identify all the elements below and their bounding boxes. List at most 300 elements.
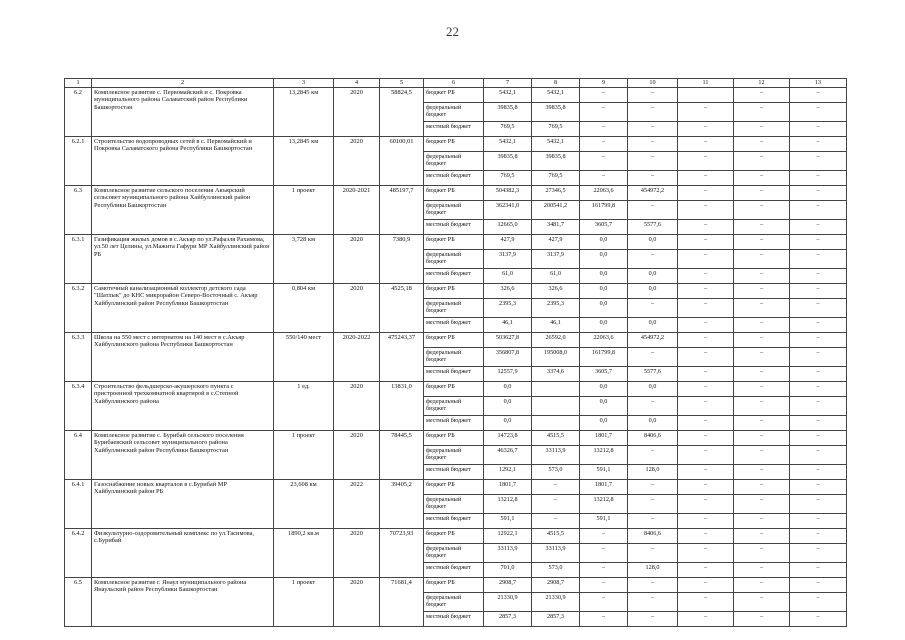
amount-value: –	[816, 383, 820, 390]
funding-source: бюджет РБ	[426, 138, 455, 145]
amount-value: –	[790, 152, 846, 171]
amount-value: 0,0	[648, 383, 657, 390]
program-table	[64, 78, 847, 627]
amount-value: –	[703, 285, 708, 292]
amount-value: 21330,9	[532, 593, 579, 612]
item-number: 6.4.1	[65, 480, 92, 529]
amount-value: 0,0	[599, 285, 608, 292]
funding-source: местный бюджет	[424, 465, 483, 480]
amount-cell	[628, 88, 678, 137]
item-name: Самотечный канализационный коллектор детского сада "Шатлык" до КНС микрорайон Северо-Восточный с. Акъяр Хайбуллинский район Республики Башкортостан	[92, 284, 274, 333]
item-quantity: 1 проект	[274, 431, 334, 480]
amount-cell	[734, 529, 790, 578]
amount-value: –	[816, 481, 820, 488]
amount-value: 4515,5	[546, 530, 564, 537]
amount-value: 0,0	[580, 397, 627, 416]
amount-value: 5432,1	[498, 138, 516, 145]
amount-value: –	[790, 446, 846, 465]
amount-value: –	[628, 514, 677, 529]
amount-value: 0,0	[628, 318, 677, 333]
item-number: 6.4	[65, 431, 92, 480]
amount-value: –	[703, 138, 708, 145]
amount-value: 0,0	[648, 236, 657, 243]
amount-value: –	[734, 416, 789, 431]
amount-value: 3137,9	[532, 250, 579, 269]
amount-value: 27346,5	[545, 187, 566, 194]
amount-cell	[790, 382, 847, 431]
amount-value: 0,0	[599, 236, 608, 243]
amount-value: –	[816, 236, 820, 243]
amount-value: –	[790, 495, 846, 514]
amount-cell	[734, 480, 790, 529]
amount-cell	[734, 137, 790, 186]
amount-cell	[532, 333, 580, 382]
amount-value: –	[759, 138, 764, 145]
amount-cell	[532, 235, 580, 284]
amount-value: 14723,8	[497, 432, 518, 439]
amount-cell	[790, 578, 847, 627]
amount-value: –	[703, 432, 708, 439]
amount-value	[532, 416, 579, 431]
item-name: Комплексное развитие сельского поселения Акъярский сельсовет муниципального района Хайбуллинский район Республики Башкортостан	[92, 186, 274, 235]
amount-value: –	[816, 285, 820, 292]
table-row	[65, 137, 847, 186]
amount-value: –	[678, 220, 733, 235]
amount-value: 39835,8	[484, 152, 531, 171]
item-number: 6.3.2	[65, 284, 92, 333]
amount-value: 26592,0	[545, 334, 566, 341]
funding-source: федеральный бюджет	[424, 446, 483, 465]
amount-value: –	[678, 269, 733, 284]
amount-cell	[484, 480, 532, 529]
amount-value: –	[734, 269, 789, 284]
table-row	[65, 186, 847, 235]
amount-value: 195008,0	[532, 348, 579, 367]
amount-cell	[580, 382, 628, 431]
item-name: Физкультурно-оздоровительный комплекс по ул.Тасимова, с.Бурибай	[92, 529, 274, 578]
amount-value: –	[703, 187, 708, 194]
amount-value: 46326,7	[484, 446, 531, 465]
amount-value: –	[678, 612, 733, 627]
amount-value: 769,5	[484, 171, 531, 186]
amount-value: 22063,6	[593, 187, 614, 194]
amount-cell	[484, 235, 532, 284]
amount-value: 0,0	[599, 383, 608, 390]
amount-value: –	[601, 579, 606, 586]
amount-cell	[790, 480, 847, 529]
amount-value: 2395,3	[532, 299, 579, 318]
funding-source: бюджет РБ	[426, 530, 455, 537]
amount-value: 200541,2	[532, 201, 579, 220]
amount-value: 39835,8	[532, 103, 579, 122]
amount-cell	[484, 137, 532, 186]
amount-value: –	[580, 171, 627, 186]
item-year: 2020	[334, 529, 380, 578]
item-quantity: 1 ед.	[274, 382, 334, 431]
funding-source: бюджет РБ	[426, 236, 455, 243]
amount-value: 33113,9	[532, 544, 579, 563]
funding-source: федеральный бюджет	[424, 544, 483, 563]
funding-source-cell	[424, 480, 484, 529]
amount-value: 573,0	[532, 465, 579, 480]
column-number-cell: 11	[678, 79, 734, 88]
amount-value: 1801,7	[498, 481, 516, 488]
item-number: 6.2	[65, 88, 92, 137]
amount-cell	[790, 235, 847, 284]
amount-cell	[628, 480, 678, 529]
amount-value: –	[790, 465, 846, 480]
item-quantity: 1 проект	[274, 186, 334, 235]
amount-value: –	[790, 514, 846, 529]
amount-value: –	[628, 397, 677, 416]
item-year: 2020	[334, 382, 380, 431]
item-cost: 60100,01	[380, 137, 424, 186]
amount-cell	[790, 186, 847, 235]
amount-value: –	[678, 171, 733, 186]
amount-cell	[734, 382, 790, 431]
table-row	[65, 284, 847, 333]
amount-value: 326,6	[500, 285, 515, 292]
amount-cell	[734, 284, 790, 333]
amount-value: –	[734, 514, 789, 529]
page-number: 22	[446, 24, 459, 39]
amount-value: –	[734, 122, 789, 137]
amount-value: 12665,0	[484, 220, 531, 235]
item-cost: 78445,5	[380, 431, 424, 480]
amount-cell	[790, 431, 847, 480]
amount-value: –	[553, 481, 558, 488]
amount-value: –	[759, 334, 764, 341]
amount-value: 1292,1	[484, 465, 531, 480]
item-cost: 4525,18	[380, 284, 424, 333]
funding-source: местный бюджет	[424, 122, 483, 137]
item-number: 6.5	[65, 578, 92, 627]
funding-source: бюджет РБ	[426, 285, 455, 292]
item-year: 2020-2022	[334, 333, 380, 382]
amount-value: –	[678, 299, 733, 318]
column-number-cell: 3	[274, 79, 334, 88]
amount-value	[532, 382, 579, 397]
amount-cell	[532, 578, 580, 627]
amount-cell	[628, 578, 678, 627]
amount-value: 0,0	[580, 318, 627, 333]
column-number-cell: 12	[734, 79, 790, 88]
funding-source: федеральный бюджет	[424, 201, 483, 220]
amount-value	[532, 397, 579, 416]
amount-cell	[734, 186, 790, 235]
funding-source-cell	[424, 284, 484, 333]
amount-cell	[580, 186, 628, 235]
amount-value: 2395,3	[484, 299, 531, 318]
amount-value: –	[703, 481, 708, 488]
funding-source-cell	[424, 333, 484, 382]
item-year: 2020-2021	[334, 186, 380, 235]
amount-value: –	[734, 318, 789, 333]
amount-cell	[484, 284, 532, 333]
funding-source-cell	[424, 382, 484, 431]
amount-value: –	[678, 152, 733, 171]
funding-source: федеральный бюджет	[424, 495, 483, 514]
amount-value: –	[580, 122, 627, 137]
amount-value: –	[678, 593, 733, 612]
table-row	[65, 578, 847, 627]
item-quantity: 13,2845 км	[274, 137, 334, 186]
amount-value: 12557,9	[484, 367, 531, 382]
amount-value: –	[703, 530, 708, 537]
amount-value: –	[650, 579, 655, 586]
amount-value: –	[734, 367, 789, 382]
amount-cell	[790, 88, 847, 137]
table-row	[65, 431, 847, 480]
amount-value: 0,0	[580, 250, 627, 269]
amount-cell	[580, 578, 628, 627]
item-quantity: 13,2845 км	[274, 88, 334, 137]
amount-value: –	[734, 495, 789, 514]
amount-value: –	[759, 285, 764, 292]
amount-value: –	[678, 201, 733, 220]
amount-value: 0,0	[484, 416, 531, 431]
amount-cell	[532, 431, 580, 480]
amount-value: –	[601, 530, 606, 537]
amount-cell	[678, 186, 734, 235]
amount-value: –	[790, 367, 846, 382]
funding-source: местный бюджет	[424, 416, 483, 431]
amount-value: –	[759, 432, 764, 439]
amount-value: 427,9	[500, 236, 515, 243]
amount-value: 769,5	[532, 171, 579, 186]
amount-value: –	[816, 89, 820, 96]
amount-value: 128,0	[628, 563, 677, 578]
item-cost: 71681,4	[380, 578, 424, 627]
column-number-cell: 6	[424, 79, 484, 88]
amount-value: –	[790, 122, 846, 137]
amount-value: –	[759, 530, 764, 537]
funding-source: местный бюджет	[424, 220, 483, 235]
amount-value: –	[734, 220, 789, 235]
amount-value: –	[678, 397, 733, 416]
item-year: 2020	[334, 88, 380, 137]
amount-value: –	[628, 446, 677, 465]
amount-value: –	[678, 318, 733, 333]
item-name: Строительство водопроводных сетей в с. Первомайский и Покровка Салаватского района Республики Башкортостан	[92, 137, 274, 186]
amount-value: 161799,8	[580, 201, 627, 220]
amount-value: –	[790, 201, 846, 220]
amount-cell	[580, 333, 628, 382]
item-name: Газоснабжение новых кварталов в с.Бурибай МР Хайбуллинский район РБ	[92, 480, 274, 529]
funding-source: местный бюджет	[424, 171, 483, 186]
item-quantity: 23,608 км	[274, 480, 334, 529]
amount-value: –	[790, 299, 846, 318]
amount-cell	[790, 333, 847, 382]
amount-value: –	[678, 446, 733, 465]
amount-value: –	[678, 250, 733, 269]
amount-value: –	[628, 612, 677, 627]
item-quantity: 1 проект	[274, 578, 334, 627]
amount-cell	[628, 431, 678, 480]
funding-source-cell	[424, 529, 484, 578]
amount-value: –	[816, 334, 820, 341]
amount-value: 0,0	[580, 416, 627, 431]
column-number-cell: 7	[484, 79, 532, 88]
amount-value: 61,0	[532, 269, 579, 284]
amount-cell	[484, 88, 532, 137]
amount-cell	[532, 284, 580, 333]
amount-value: 3481,7	[532, 220, 579, 235]
amount-value: –	[734, 544, 789, 563]
table-row	[65, 480, 847, 529]
amount-value: –	[628, 593, 677, 612]
amount-value: 701,0	[484, 563, 531, 578]
amount-cell	[790, 284, 847, 333]
amount-value: 5432,1	[546, 138, 564, 145]
amount-value: –	[703, 383, 708, 390]
amount-cell	[628, 382, 678, 431]
table-row	[65, 333, 847, 382]
amount-value: –	[734, 171, 789, 186]
amount-cell	[484, 186, 532, 235]
amount-value: 3605,7	[580, 220, 627, 235]
funding-source: местный бюджет	[424, 612, 483, 627]
amount-value: –	[759, 89, 764, 96]
amount-value: 326,6	[548, 285, 563, 292]
funding-source: бюджет РБ	[426, 432, 455, 439]
amount-value: –	[703, 236, 708, 243]
amount-cell	[484, 382, 532, 431]
amount-cell	[532, 186, 580, 235]
item-cost: 13831,0	[380, 382, 424, 431]
amount-value: –	[678, 122, 733, 137]
amount-value: 591,1	[580, 465, 627, 480]
amount-cell	[628, 235, 678, 284]
amount-value: 1801,7	[594, 432, 612, 439]
amount-cell	[484, 578, 532, 627]
amount-value: 0,0	[580, 299, 627, 318]
amount-value: 21330,9	[484, 593, 531, 612]
amount-value: –	[734, 250, 789, 269]
amount-cell	[790, 529, 847, 578]
item-name: Комплексное развитие с. Первомайский и с. Покровка муниципального района Салаватский район Республики Башкортостан	[92, 88, 274, 137]
funding-source-cell	[424, 235, 484, 284]
table-row	[65, 382, 847, 431]
funding-source: федеральный бюджет	[424, 103, 483, 122]
item-cost: 485197,7	[380, 186, 424, 235]
amount-value: 2908,7	[546, 579, 564, 586]
funding-source: федеральный бюджет	[424, 299, 483, 318]
amount-value: –	[734, 465, 789, 480]
funding-source: бюджет РБ	[426, 383, 455, 390]
amount-value: –	[734, 299, 789, 318]
funding-source: местный бюджет	[424, 563, 483, 578]
funding-source: бюджет РБ	[426, 89, 455, 96]
item-name: Школа на 550 мест с интернатом на 140 мест в с.Акъяр Хайбуллинского района Республики Башкортостан	[92, 333, 274, 382]
amount-cell	[532, 529, 580, 578]
amount-value: 769,5	[484, 122, 531, 137]
amount-cell	[484, 333, 532, 382]
amount-value: 1801,7	[594, 481, 612, 488]
item-cost: 475243,37	[380, 333, 424, 382]
amount-cell	[678, 529, 734, 578]
item-number: 6.3	[65, 186, 92, 235]
amount-cell	[734, 431, 790, 480]
amount-value: –	[628, 544, 677, 563]
amount-value: –	[650, 89, 655, 96]
amount-value: –	[650, 481, 655, 488]
amount-value: 39835,8	[484, 103, 531, 122]
funding-source: бюджет РБ	[426, 579, 455, 586]
table-row	[65, 529, 847, 578]
amount-value: 46,1	[484, 318, 531, 333]
amount-value: –	[734, 201, 789, 220]
amount-value: 0,0	[580, 269, 627, 284]
amount-value: –	[790, 250, 846, 269]
amount-value: –	[678, 103, 733, 122]
amount-value: 3137,9	[484, 250, 531, 269]
amount-cell	[734, 235, 790, 284]
amount-value: –	[678, 544, 733, 563]
amount-cell	[580, 88, 628, 137]
amount-value: –	[628, 152, 677, 171]
amount-cell	[628, 333, 678, 382]
amount-value: 591,1	[580, 514, 627, 529]
amount-value: –	[601, 89, 606, 96]
amount-cell	[678, 431, 734, 480]
table-row	[65, 235, 847, 284]
amount-value: 128,0	[628, 465, 677, 480]
funding-source: местный бюджет	[424, 269, 483, 284]
item-name: Строительство фельдшерско-акушерского пункта с пристроенной трехкомнатной квартирой в с.Степной Хайбуллинского района	[92, 382, 274, 431]
amount-value: 46,1	[532, 318, 579, 333]
item-quantity: 1890,2 кв.м	[274, 529, 334, 578]
amount-value: 13212,8	[580, 495, 627, 514]
amount-value: –	[790, 171, 846, 186]
item-year: 2020	[334, 431, 380, 480]
item-number: 6.2.1	[65, 137, 92, 186]
amount-value: –	[703, 334, 708, 341]
amount-value: 3374,6	[532, 367, 579, 382]
amount-value: 8406,6	[643, 530, 661, 537]
amount-value: –	[790, 318, 846, 333]
amount-cell	[628, 137, 678, 186]
amount-value: 13212,8	[580, 446, 627, 465]
amount-value: –	[734, 397, 789, 416]
amount-cell	[678, 578, 734, 627]
amount-value: –	[734, 612, 789, 627]
amount-value: 2857,3	[484, 612, 531, 627]
amount-value: 61,0	[484, 269, 531, 284]
item-number: 6.3.4	[65, 382, 92, 431]
amount-value: 39835,8	[532, 152, 579, 171]
amount-cell	[580, 137, 628, 186]
amount-cell	[580, 529, 628, 578]
funding-source-cell	[424, 186, 484, 235]
item-cost: 39405,2	[380, 480, 424, 529]
amount-value: 454972,2	[640, 334, 665, 341]
item-quantity: 550/140 мест	[274, 333, 334, 382]
amount-cell	[580, 284, 628, 333]
funding-source: федеральный бюджет	[424, 348, 483, 367]
amount-cell	[678, 284, 734, 333]
amount-value: –	[703, 579, 708, 586]
funding-source: федеральный бюджет	[424, 152, 483, 171]
amount-cell	[580, 480, 628, 529]
amount-cell	[678, 235, 734, 284]
amount-value: –	[734, 152, 789, 171]
column-number-cell: 8	[532, 79, 580, 88]
amount-value: 427,9	[548, 236, 563, 243]
amount-cell	[678, 137, 734, 186]
amount-value: –	[628, 348, 677, 367]
amount-value: –	[580, 593, 627, 612]
